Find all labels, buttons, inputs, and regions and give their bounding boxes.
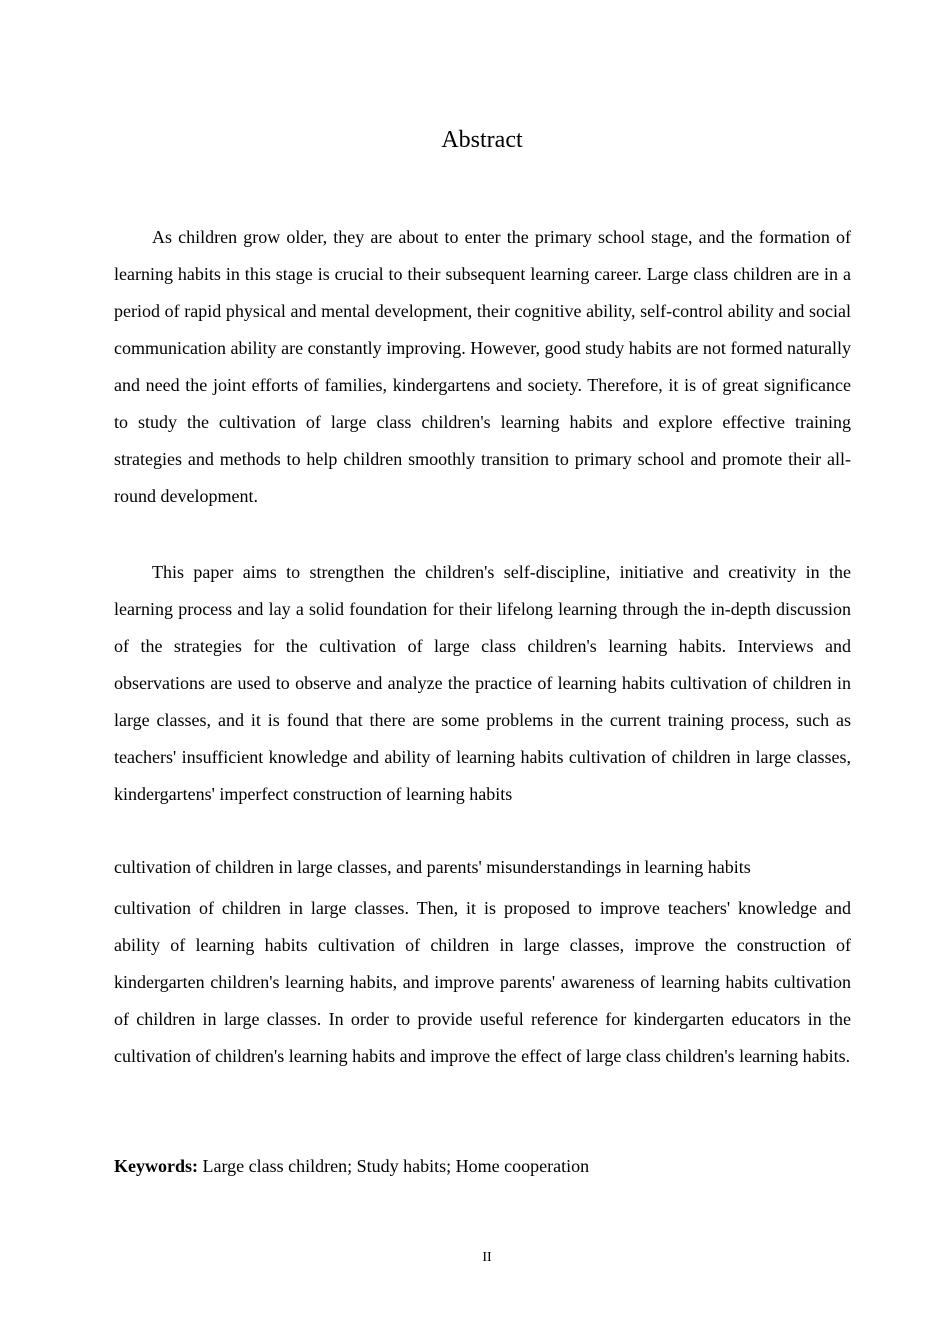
page-number: II [482, 1250, 492, 1265]
abstract-paragraph-3: cultivation of children in large classes, and parents' misunderstandings in learning habits [114, 857, 751, 877]
abstract-paragraph-1: As children grow older, they are about to enter the primary school stage, and the formation of learning habits in this stage is crucial to their subsequent learning career. Large class children are in a period of rapid physical and mental development, their cognitive ability, self-control ability and social communication ability are constantly improving. However, good study habits are not formed naturally and need the joint efforts of families, kindergartens and society. Therefore, it is of great significance to study the cultivation of large class children's learning habits and explore effective training strategies and methods to help children smoothly transition to primary school and promote their all-round development. [114, 227, 851, 506]
abstract-title: Abstract [441, 127, 523, 153]
keywords-line [114, 1152, 589, 1180]
abstract-paragraph-2: This paper aims to strengthen the children's self-discipline, initiative and creativity in the learning process and lay a solid foundation for their lifelong learning through the in-depth discussion of the strategies for the cultivation of large class children's learning habits. Interviews and observations are used to observe and analyze the practice of learning habits cultivation of children in large classes, and it is found that there are some problems in the current training process, such as teachers' insufficient knowledge and ability of learning habits cultivation of children in large classes, kindergartens' imperfect construction of learning habits [114, 562, 851, 804]
keywords-value: Large class children; Study habits; Home cooperation [202, 1156, 590, 1176]
keywords-label: Keywords: [114, 1156, 198, 1176]
abstract-paragraph-4: cultivation of children in large classes. Then, it is proposed to improve teachers' knowledge and ability of learning habits cultivation of children in large classes, improve the construction of kindergarten children's learning habits, and improve parents' awareness of learning habits cultivation of children in large classes. In order to provide useful reference for kindergarten educators in the cultivation of children's learning habits and improve the effect of large class children's learning habits. [114, 898, 851, 1066]
